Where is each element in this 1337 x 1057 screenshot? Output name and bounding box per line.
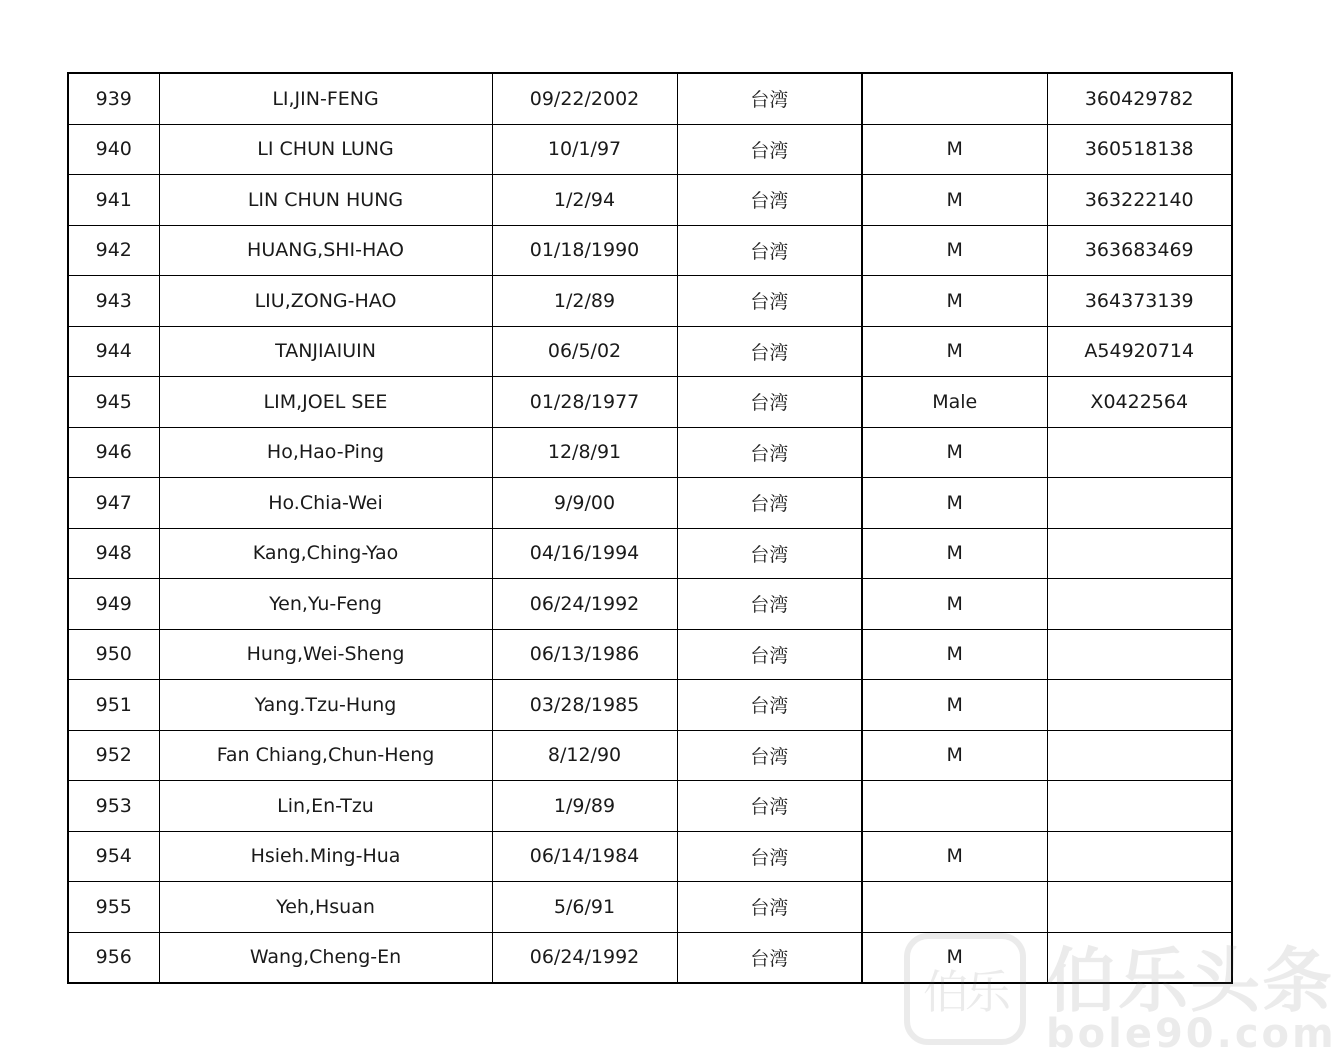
cell-name: LIM,JOEL SEE [159, 377, 492, 428]
table-row [68, 377, 1232, 428]
cell-document-number: 364373139 [1047, 276, 1232, 327]
cell-date-of-birth: 06/24/1992 [492, 579, 677, 630]
watermark-site-name: 伯乐头条 [1046, 940, 1334, 1022]
passenger-table [67, 72, 1233, 984]
cell-sex: M [862, 124, 1047, 175]
cell-number: 944 [68, 326, 159, 377]
table-row [68, 730, 1232, 781]
cell-number: 956 [68, 932, 159, 983]
cell-name: Kang,Ching-Yao [159, 528, 492, 579]
cell-sex [862, 882, 1047, 933]
cell-name: LI CHUN LUNG [159, 124, 492, 175]
cell-nationality: 台湾 [677, 175, 862, 226]
cell-nationality: 台湾 [677, 528, 862, 579]
cell-nationality: 台湾 [677, 377, 862, 428]
cell-nationality: 台湾 [677, 326, 862, 377]
cell-date-of-birth: 9/9/00 [492, 478, 677, 529]
cell-sex: M [862, 326, 1047, 377]
cell-number: 952 [68, 730, 159, 781]
table-row [68, 175, 1232, 226]
cell-name: Fan Chiang,Chun-Heng [159, 730, 492, 781]
cell-number: 943 [68, 276, 159, 327]
cell-name: Yeh,Hsuan [159, 882, 492, 933]
table-row [68, 831, 1232, 882]
cell-nationality: 台湾 [677, 225, 862, 276]
cell-sex [862, 781, 1047, 832]
table-row [68, 73, 1232, 124]
cell-date-of-birth: 06/14/1984 [492, 831, 677, 882]
cell-nationality: 台湾 [677, 680, 862, 731]
cell-document-number: 360518138 [1047, 124, 1232, 175]
cell-number: 950 [68, 629, 159, 680]
table-row [68, 932, 1232, 983]
cell-document-number: 363222140 [1047, 175, 1232, 226]
cell-date-of-birth: 5/6/91 [492, 882, 677, 933]
cell-number: 951 [68, 680, 159, 731]
cell-nationality: 台湾 [677, 276, 862, 327]
cell-number: 954 [68, 831, 159, 882]
cell-sex: M [862, 225, 1047, 276]
cell-number: 946 [68, 427, 159, 478]
cell-name: LIN CHUN HUNG [159, 175, 492, 226]
table-row [68, 478, 1232, 529]
cell-number: 948 [68, 528, 159, 579]
cell-name: Hung,Wei-Sheng [159, 629, 492, 680]
cell-name: LI,JIN-FENG [159, 73, 492, 124]
cell-name: TANJIAIUIN [159, 326, 492, 377]
cell-number: 953 [68, 781, 159, 832]
table-row [68, 225, 1232, 276]
cell-document-number [1047, 781, 1232, 832]
cell-document-number [1047, 478, 1232, 529]
cell-document-number [1047, 528, 1232, 579]
table-row [68, 882, 1232, 933]
cell-nationality: 台湾 [677, 427, 862, 478]
cell-sex: M [862, 680, 1047, 731]
cell-document-number: A54920714 [1047, 326, 1232, 377]
cell-number: 945 [68, 377, 159, 428]
cell-nationality: 台湾 [677, 579, 862, 630]
cell-name: HUANG,SHI-HAO [159, 225, 492, 276]
watermark-url: bole90.com [1046, 1011, 1337, 1057]
cell-nationality: 台湾 [677, 478, 862, 529]
cell-date-of-birth: 1/2/94 [492, 175, 677, 226]
cell-sex: M [862, 831, 1047, 882]
cell-name: Yen,Yu-Feng [159, 579, 492, 630]
table-row [68, 124, 1232, 175]
cell-sex: M [862, 478, 1047, 529]
table-row [68, 629, 1232, 680]
cell-nationality: 台湾 [677, 730, 862, 781]
cell-date-of-birth: 06/5/02 [492, 326, 677, 377]
cell-number: 940 [68, 124, 159, 175]
table-row [68, 680, 1232, 731]
cell-document-number [1047, 730, 1232, 781]
cell-name: Lin,En-Tzu [159, 781, 492, 832]
cell-document-number [1047, 882, 1232, 933]
cell-sex: M [862, 932, 1047, 983]
cell-number: 955 [68, 882, 159, 933]
cell-name: Ho,Hao-Ping [159, 427, 492, 478]
cell-document-number [1047, 932, 1232, 983]
cell-document-number: 360429782 [1047, 73, 1232, 124]
cell-document-number [1047, 579, 1232, 630]
cell-document-number [1047, 629, 1232, 680]
cell-nationality: 台湾 [677, 124, 862, 175]
cell-name: Wang,Cheng-En [159, 932, 492, 983]
cell-nationality: 台湾 [677, 932, 862, 983]
cell-sex: M [862, 427, 1047, 478]
cell-date-of-birth: 12/8/91 [492, 427, 677, 478]
table-row [68, 326, 1232, 377]
cell-document-number [1047, 427, 1232, 478]
cell-sex: M [862, 629, 1047, 680]
table-row [68, 528, 1232, 579]
cell-date-of-birth: 1/2/89 [492, 276, 677, 327]
cell-number: 941 [68, 175, 159, 226]
cell-date-of-birth: 06/13/1986 [492, 629, 677, 680]
cell-sex: M [862, 579, 1047, 630]
cell-number: 947 [68, 478, 159, 529]
cell-document-number: 363683469 [1047, 225, 1232, 276]
cell-sex: M [862, 528, 1047, 579]
cell-sex: Male [862, 377, 1047, 428]
cell-date-of-birth: 06/24/1992 [492, 932, 677, 983]
cell-number: 939 [68, 73, 159, 124]
cell-date-of-birth: 1/9/89 [492, 781, 677, 832]
cell-sex: M [862, 175, 1047, 226]
cell-nationality: 台湾 [677, 882, 862, 933]
cell-sex [862, 73, 1047, 124]
cell-date-of-birth: 8/12/90 [492, 730, 677, 781]
cell-sex: M [862, 730, 1047, 781]
cell-sex: M [862, 276, 1047, 327]
table-body [68, 73, 1232, 983]
cell-date-of-birth: 09/22/2002 [492, 73, 677, 124]
table-row [68, 781, 1232, 832]
table-row [68, 579, 1232, 630]
cell-name: Ho.Chia-Wei [159, 478, 492, 529]
cell-nationality: 台湾 [677, 831, 862, 882]
cell-document-number: X0422564 [1047, 377, 1232, 428]
watermark-logo: 伯乐 [904, 933, 1026, 1045]
cell-nationality: 台湾 [677, 629, 862, 680]
cell-document-number [1047, 831, 1232, 882]
cell-nationality: 台湾 [677, 73, 862, 124]
cell-document-number [1047, 680, 1232, 731]
cell-name: LIU,ZONG-HAO [159, 276, 492, 327]
cell-nationality: 台湾 [677, 781, 862, 832]
cell-number: 942 [68, 225, 159, 276]
cell-date-of-birth: 03/28/1985 [492, 680, 677, 731]
cell-date-of-birth: 10/1/97 [492, 124, 677, 175]
cell-date-of-birth: 01/28/1977 [492, 377, 677, 428]
cell-number: 949 [68, 579, 159, 630]
cell-name: Yang.Tzu-Hung [159, 680, 492, 731]
cell-date-of-birth: 04/16/1994 [492, 528, 677, 579]
table-row [68, 276, 1232, 327]
cell-date-of-birth: 01/18/1990 [492, 225, 677, 276]
cell-name: Hsieh.Ming-Hua [159, 831, 492, 882]
table-row [68, 427, 1232, 478]
